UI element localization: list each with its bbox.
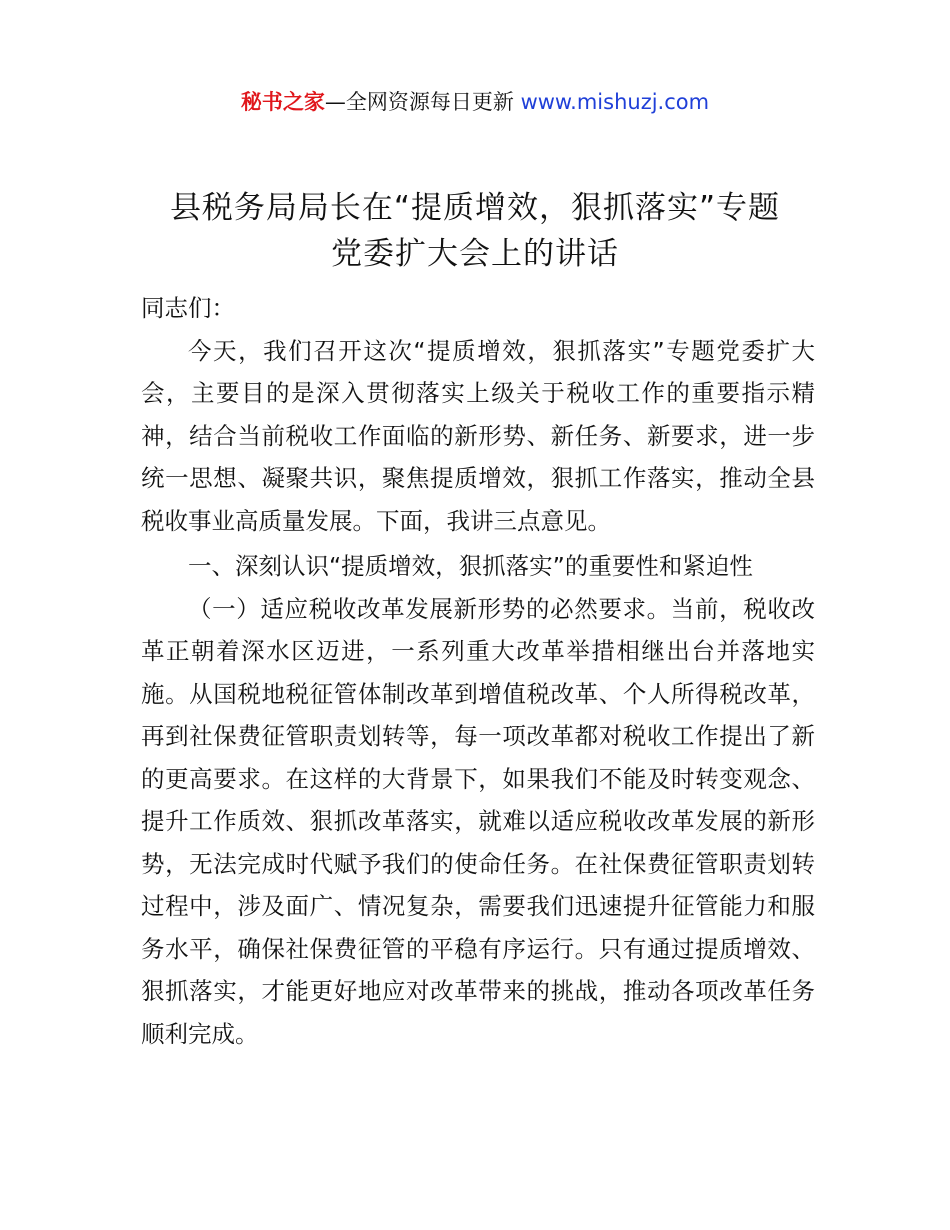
salutation: 同志们： <box>141 294 235 322</box>
document-title-line-2: 党委扩大会上的讲话 <box>331 236 619 272</box>
intro-paragraph: 今天，我们召开这次“提质增效，狠抓落实”专题党委扩大会，主要目的是深入贯彻落实上级关于税收工作的重要指示精神，结合当前税收工作面临的新形势、新任务、新要求，进一步统一思想、凝聚共识，聚焦提质增效，狠抓工作落实，推动全县税收事业高质量发展。下面，我讲三点意见。 <box>141 336 815 535</box>
document-body <box>141 287 815 1055</box>
site-brand: 秘书之家 <box>240 90 325 114</box>
section-1-paragraph-1: （一）适应税收改革发展新形势的必然要求。当前，税收改革正朝着深水区迈进，一系列重大改革举措相继出台并落地实施。从国税地税征管体制改革到增值税改革、个人所得税改革，再到社保费征管职责划转等，每一项改革都对税收工作提出了新的更高要求。在这样的大背景下，如果我们不能及时转变观念、提升工作质效、狠抓改革落实，就难以适应税收改革发展的新形势，无法完成时代赋予我们的使命任务。在社保费征管职责划转过程中，涉及面广、情况复杂，需要我们迅速提升征管能力和服务水平，确保社保费征管的平稳有序运行。只有通过提质增效、狠抓落实，才能更好地应对改革带来的挑战，推动各项改革任务顺利完成。 <box>141 594 815 1048</box>
site-url-link[interactable]: www.mishuzj.com <box>520 90 710 114</box>
document-title <box>100 185 850 277</box>
site-tagline: —全网资源每日更新 <box>324 90 514 114</box>
site-header <box>0 86 950 118</box>
section-heading-1: 一、深刻认识“提质增效，狠抓落实”的重要性和紧迫性 <box>188 552 753 580</box>
document-title-line-1: 县税务局局长在“提质增效，狠抓落实”专题 <box>169 190 781 226</box>
